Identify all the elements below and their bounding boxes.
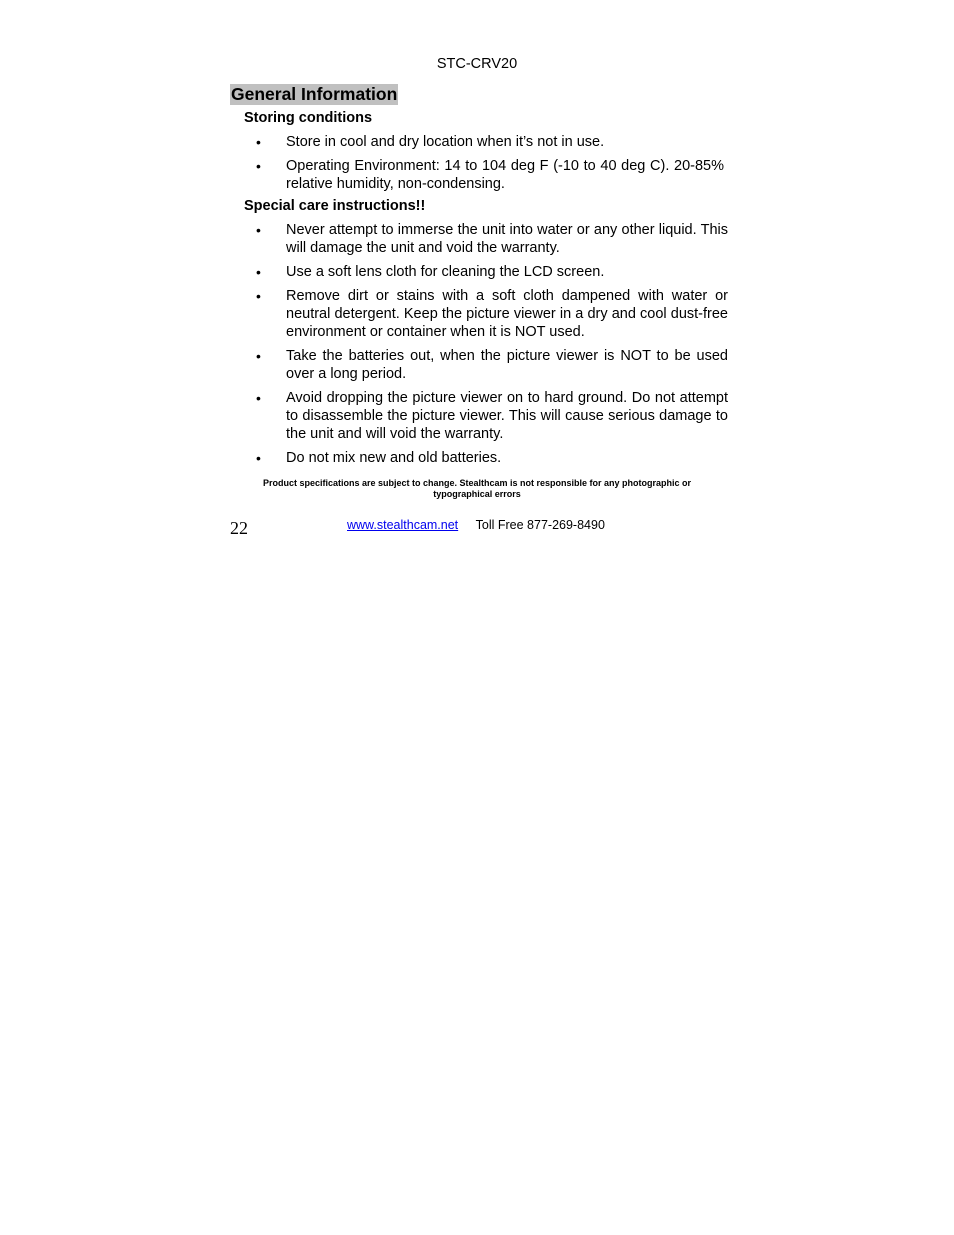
special-care-list bbox=[256, 221, 728, 473]
list-item-text: Remove dirt or stains with a soft cloth dampened with water or neutral detergent. Keep the picture viewer in a dry and cool dust-free environment or container when it is NOT used. bbox=[286, 288, 728, 340]
bullet-icon: • bbox=[256, 288, 261, 304]
list-item bbox=[256, 263, 728, 281]
list-item-text: Take the batteries out, when the picture viewer is NOT to be used over a long period. bbox=[286, 348, 728, 382]
list-item-text: Use a soft lens cloth for cleaning the LCD screen. bbox=[286, 264, 605, 280]
list-item-text: Never attempt to immerse the unit into water or any other liquid. This will damage the unit and void the warranty. bbox=[286, 222, 728, 256]
list-item-text: Avoid dropping the picture viewer on to hard ground. Do not attempt to disassemble the picture viewer. This will cause serious damage to the unit and will void the warranty. bbox=[286, 390, 728, 442]
document-model-header: STC-CRV20 bbox=[436, 56, 518, 72]
bullet-icon: • bbox=[256, 222, 261, 238]
list-item bbox=[256, 347, 728, 383]
list-item bbox=[256, 221, 728, 257]
bullet-icon: • bbox=[256, 134, 261, 150]
bullet-icon: • bbox=[256, 348, 261, 364]
list-item bbox=[256, 389, 728, 443]
page-number: 22 bbox=[230, 518, 248, 538]
specifications-disclaimer: Product specifications are subject to change. Stealthcam is not responsible for any photographic or typographical errors bbox=[262, 478, 692, 499]
website-link[interactable]: www.stealthcam.net bbox=[347, 518, 459, 532]
list-item bbox=[256, 449, 728, 467]
special-care-heading: Special care instructions!! bbox=[244, 198, 426, 214]
storing-conditions-heading: Storing conditions bbox=[244, 110, 373, 126]
bullet-icon: • bbox=[256, 158, 261, 174]
list-item bbox=[256, 133, 724, 151]
bullet-icon: • bbox=[256, 264, 261, 280]
bullet-icon: • bbox=[256, 390, 261, 406]
list-item-text: Do not mix new and old batteries. bbox=[286, 450, 502, 466]
section-title: General Information bbox=[231, 84, 398, 104]
page-footer bbox=[347, 518, 605, 532]
bullet-icon: • bbox=[256, 450, 261, 466]
list-item-text: Operating Environment: 14 to 104 deg F (-10 to 40 deg C). 20-85% relative humidity, non-condensing. bbox=[286, 158, 724, 192]
storing-conditions-list bbox=[256, 133, 724, 199]
list-item bbox=[256, 287, 728, 341]
list-item bbox=[256, 157, 724, 193]
toll-free-number: Toll Free 877-269-8490 bbox=[475, 518, 605, 532]
list-item-text: Store in cool and dry location when it’s not in use. bbox=[286, 134, 605, 150]
